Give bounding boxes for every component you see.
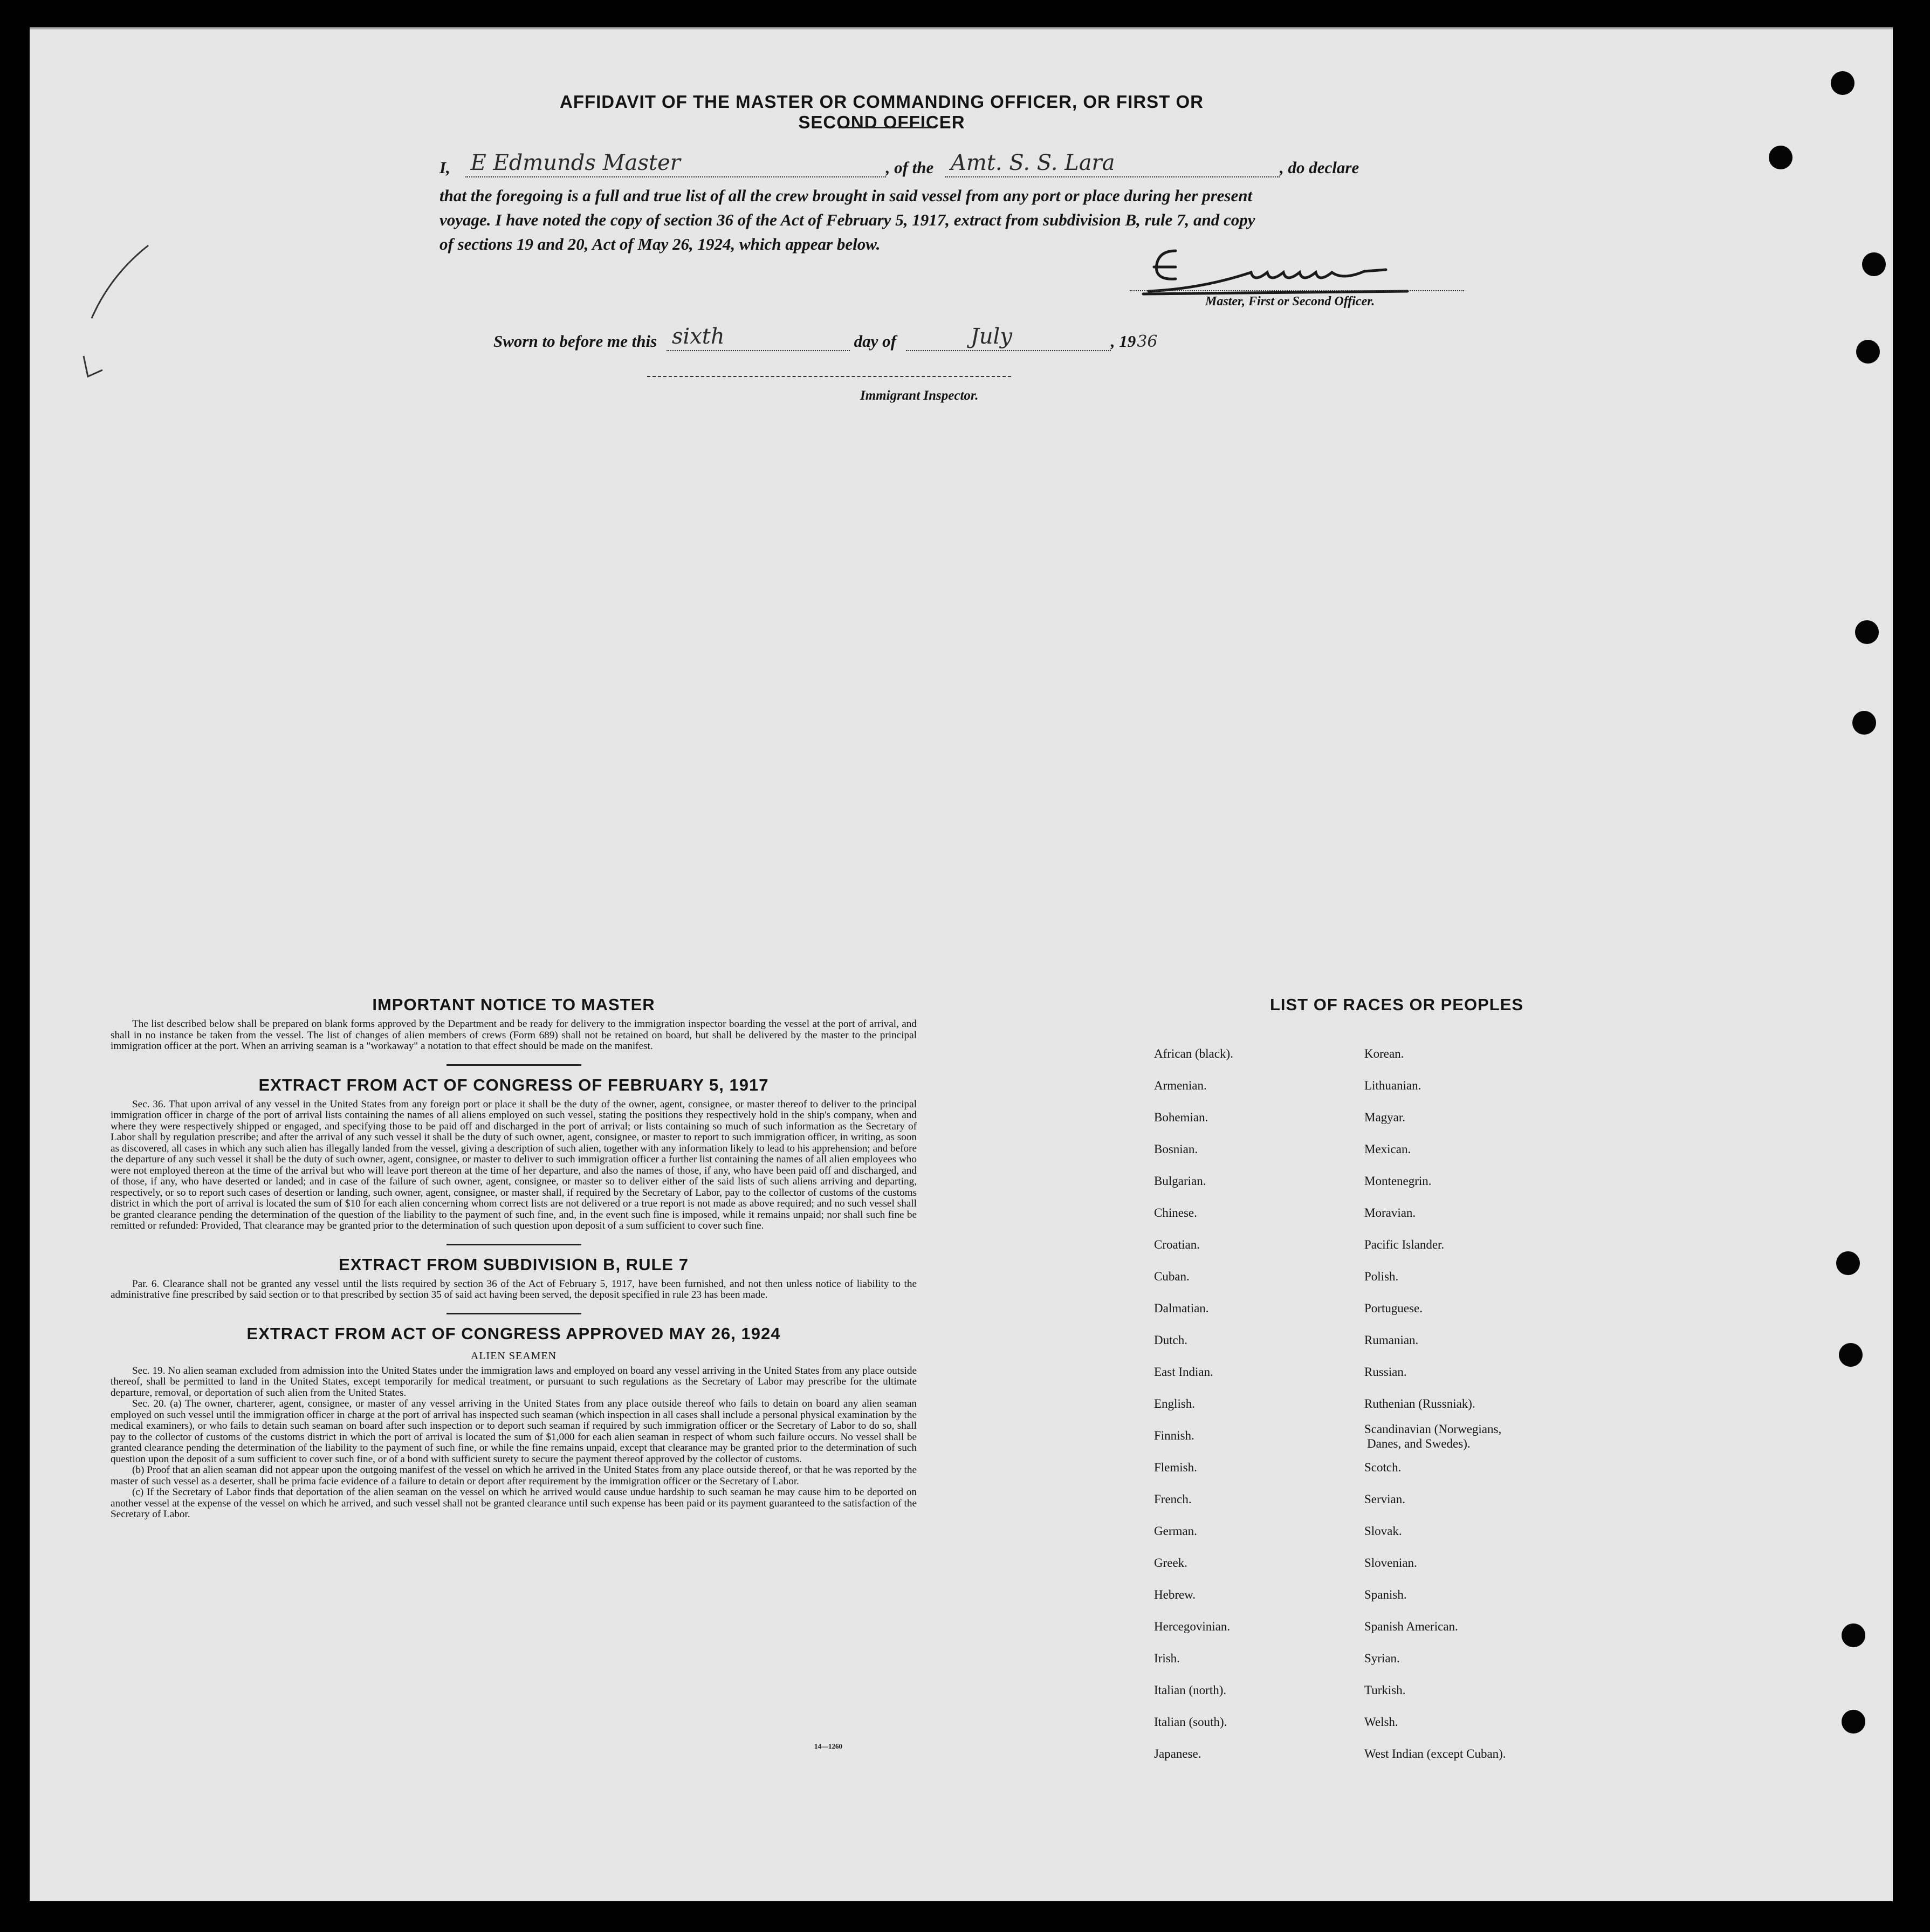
sec-20a-text: Sec. 20. (a) The owner, charterer, agent, consignee, or master of any vessel arriving in the United States from any place outside thereof who fails to detain on board any alien seaman employed on such vessel until the immigration officer in charge at the port of arrival has inspected such seaman (which inspection in all cases shall include a personal physical examination by the medical examiners), or who fails to detain such seaman on board after such inspection or to deport such seaman if required by such immigration officer or the Secretary of Labor to do so, shall pay to the collector of customs of the customs district in which the port of arrival is located the sum of $1,000 for each alien seaman in respect of whom such failure occurs. No vessel shall be granted clearance pending the determination of the liability to the payment of such fine, or while the fine remains unpaid, except that clearance may be granted prior to the determination of such question upon the deposit of a sum sufficient to cover such fine, or of a bond with sufficient surety to secure the payment thereof approved by the collector of customs. <box>111 1398 917 1465</box>
notice-title: IMPORTANT NOTICE TO MASTER <box>372 995 655 1014</box>
sworn-month-field <box>906 324 1111 351</box>
section-divider <box>447 1064 581 1066</box>
race-item: Korean. <box>1364 1047 1404 1060</box>
affidavit-line-1 <box>439 150 1359 177</box>
signature-caption: Master, First or Second Officer. <box>1205 294 1375 309</box>
binder-hole <box>1831 71 1855 95</box>
race-item: Hercegovinian. <box>1154 1620 1231 1633</box>
affidavit-line-2: that the foregoing is a full and true list of all the crew brought in said vessel from any port or place during her present <box>439 186 1253 205</box>
extract-1917-text: Sec. 36. That upon arrival of any vessel in the United States from any foreign port or place it shall be the duty of the owner, agent, consignee, or master thereof to deliver to the principal immigration officer in charge of the port of arrival lists containing the names of all aliens employed on such vessel, stating the positions they respectively hold in the ship's company, when and where they were respectively shipped or engaged, and specifying those to be paid off and discharged in the port of arrival; or lists containing so much of such information as the Secretary of Labor shall by regulation prescribe; and after the arrival of any such vessel it shall be the duty of such owner, agent, consignee, or master to report to such immigration officer, in writing, as soon as discovered, all cases in which any such alien has illegally landed from the vessel, giving a description of such alien, together with any information likely to lead to his apprehension; and before the departure of any such vessel it shall be the duty of such owner, agent, consignee, or master to deliver to such immigration officer a further list containing the names of all alien employees who were not employed thereon at the time of the arrival but who will leave port thereon at the time of her departure, and also the names of those, if any, who have been paid off and discharged, and of those, if any, who have deserted or landed; and in case of the failure of such owner, agent, consignee, or master so to deliver either of the said lists of such aliens arriving and departing, respectively, or so to report such cases of desertion or landing, such owner, agent, consignee, or master shall, if required by the Secretary of Labor, pay to the collector of customs of the customs district in which the port of arrival is located the sum of $10 for each alien concerning whom correct lists are not delivered or a true report is not made as above required; and no such vessel shall be granted clearance pending the determination of the question of the liability to the payment of such fine, and, in the event such fine is imposed, while it remains unpaid; nor shall such fine be remitted or refunded: Provided, That clearance may be granted prior to the determination of such question upon deposit of a sum sufficient to cover such fine. <box>111 1098 917 1231</box>
race-item: Irish. <box>1154 1652 1180 1665</box>
race-item: Italian (south). <box>1154 1715 1227 1729</box>
race-item: African (black). <box>1154 1047 1233 1060</box>
i-label: I, <box>439 158 450 177</box>
binder-hole <box>1836 1251 1860 1275</box>
sworn-month-handwriting: July <box>970 324 1012 349</box>
extract-1917-title: EXTRACT FROM ACT OF CONGRESS OF FEBRUARY 5, 1917 <box>258 1075 769 1094</box>
race-item: Moravian. <box>1364 1206 1416 1220</box>
binder-hole <box>1839 1343 1863 1367</box>
vessel-name-field <box>945 150 1280 177</box>
day-of-label: day of <box>854 332 896 351</box>
extract-rule7-text: Par. 6. Clearance shall not be granted any vessel until the lists required by section 36 of the Act of February 5, 1917, have been furnished, and not then unless notice of liability to the administrative fine prescribed by said section or to that prescribed by section 35 of said act having been served, the deposit specified in rule 23 has been made. <box>111 1278 917 1300</box>
race-item: Bohemian. <box>1154 1111 1208 1124</box>
race-item: Mexican. <box>1364 1142 1411 1156</box>
race-item: Bulgarian. <box>1154 1174 1206 1188</box>
race-item: East Indian. <box>1154 1365 1213 1379</box>
form-number: 14—1260 <box>814 1742 842 1750</box>
race-item: Servian. <box>1364 1492 1406 1506</box>
notice-text: The list described below shall be prepared on blank forms approved by the Department and be ready for delivery to the immigration inspector boarding the vessel at the port of arrival, and shall in no instance be taken from the vessel. The list of changes of alien members of crews (Form 689) shall not be retained on board, but shall be delivered by the master to the principal immigration officer at the port. When an arriving seaman is a "workaway" a notation to that effect should be made on the manifest. <box>111 1018 917 1052</box>
section-divider <box>447 1244 581 1245</box>
inspector-caption: Immigrant Inspector. <box>860 388 979 403</box>
affidavit-title: AFFIDAVIT OF THE MASTER OR COMMANDING OFFICER, OR FIRST OR SECOND OFFICER <box>559 92 1204 132</box>
race-item: Scandinavian (Norwegians, <box>1364 1422 1502 1436</box>
sworn-year-handwriting: 36 <box>1137 332 1158 351</box>
race-item: Japanese. <box>1154 1747 1201 1760</box>
extract-1924-title: EXTRACT FROM ACT OF CONGRESS APPROVED MAY 26, 1924 <box>246 1324 781 1343</box>
races-title: LIST OF RACES OR PEOPLES <box>1269 995 1524 1014</box>
race-item: Slovenian. <box>1364 1556 1417 1570</box>
sworn-day-handwriting: sixth <box>671 324 725 349</box>
race-item: Ruthenian (Russniak). <box>1364 1397 1475 1410</box>
race-item: Lithuanian. <box>1364 1079 1421 1092</box>
race-item: Danes, and Swedes). <box>1367 1436 1471 1450</box>
race-item: Russian. <box>1364 1365 1407 1379</box>
race-item: Spanish. <box>1364 1588 1407 1601</box>
extract-rule7-title: EXTRACT FROM SUBDIVISION B, RULE 7 <box>339 1255 689 1274</box>
section-divider <box>447 1313 581 1314</box>
race-item: Dalmatian. <box>1154 1301 1209 1315</box>
inspector-signature-line <box>647 376 1011 377</box>
race-item: Pacific Islander. <box>1364 1238 1445 1251</box>
affidavit-line-4: of sections 19 and 20, Act of May 26, 1924, which appear below. <box>439 235 881 254</box>
race-item: Montenegrin. <box>1364 1174 1432 1188</box>
race-item: Hebrew. <box>1154 1588 1196 1601</box>
do-declare-label: , do declare <box>1280 158 1359 177</box>
race-item: Armenian. <box>1154 1079 1207 1092</box>
race-item: Polish. <box>1364 1270 1399 1283</box>
binder-hole <box>1862 252 1886 276</box>
sworn-line <box>493 324 1158 351</box>
alien-seamen-subhead: ALIEN SEAMEN <box>470 1349 557 1362</box>
race-item: Greek. <box>1154 1556 1187 1570</box>
race-item: Rumanian. <box>1364 1333 1419 1347</box>
race-item: Bosnian. <box>1154 1142 1198 1156</box>
binder-hole <box>1856 340 1880 364</box>
race-item: Magyar. <box>1364 1111 1406 1124</box>
race-item: German. <box>1154 1524 1197 1538</box>
race-item: Finnish. <box>1154 1429 1194 1442</box>
race-item: Syrian. <box>1364 1652 1400 1665</box>
race-item: Dutch. <box>1154 1333 1187 1347</box>
race-item: Cuban. <box>1154 1270 1190 1283</box>
of-the-label: , of the <box>885 158 934 177</box>
binder-hole <box>1769 146 1792 169</box>
officer-name-handwriting: E Edmunds Master <box>470 150 681 175</box>
sec-20c-text: (c) If the Secretary of Labor finds that deportation of the alien seaman on the vessel on which he arrived would cause undue hardship to such seaman he may cause him to be deported on another vessel at the expense of the vessel on which he arrived, and such vessel shall not be granted clearance until such expense has been paid or its payment guaranteed to the satisfaction of the Secretary of Labor. <box>111 1486 917 1520</box>
race-item: Welsh. <box>1364 1715 1398 1729</box>
officer-name-field <box>465 150 886 177</box>
race-item: West Indian (except Cuban). <box>1364 1747 1506 1760</box>
race-item: Croatian. <box>1154 1238 1200 1251</box>
document-page <box>30 27 1893 1901</box>
sworn-day-field <box>667 324 850 351</box>
race-item: Chinese. <box>1154 1206 1197 1220</box>
binder-hole <box>1852 711 1876 735</box>
binder-hole <box>1855 620 1879 644</box>
notices-column <box>111 995 917 1520</box>
title-divider <box>839 127 936 128</box>
year-prefix: , 19 <box>1110 332 1136 351</box>
pencil-check-mark <box>51 243 159 405</box>
race-item: English. <box>1154 1397 1196 1410</box>
binder-hole <box>1842 1623 1865 1647</box>
race-item: French. <box>1154 1492 1192 1506</box>
race-item: Scotch. <box>1364 1461 1402 1474</box>
race-item: Flemish. <box>1154 1461 1197 1474</box>
vessel-name-handwriting: Amt. S. S. Lara <box>951 150 1115 175</box>
race-item: Italian (north). <box>1154 1683 1227 1697</box>
binder-hole <box>1842 1710 1865 1734</box>
race-item: Portuguese. <box>1364 1301 1423 1315</box>
sec-19-text: Sec. 19. No alien seaman excluded from admission into the United States under the immigration laws and employed on board any vessel arriving in the United States from any place outside thereof, shall be permitted to land in the United States, except temporarily for medical treatment, or pursuant to such regulations as the Secretary of Labor may prescribe for the ultimate departure, removal, or deportation of such alien from the United States. <box>111 1365 917 1399</box>
signature-line <box>1130 290 1464 291</box>
affidavit-line-3: voyage. I have noted the copy of section 36 of the Act of February 5, 1917, extract from subdivision B, rule 7, and copy <box>439 210 1255 229</box>
sec-20b-text: (b) Proof that an alien seaman did not appear upon the outgoing manifest of the vessel on which he arrived in the United States from any place outside thereof, or that he was reported by the master of such vessel as a deserter, shall be prima facie evidence of a failure to detain or deport after requirement by the immigration officer or the Secretary of Labor. <box>111 1464 917 1487</box>
race-item: Slovak. <box>1364 1524 1402 1538</box>
page-top-edge <box>30 27 1893 30</box>
sworn-label: Sworn to before me this <box>493 332 657 351</box>
race-item: Turkish. <box>1364 1683 1406 1697</box>
race-item: Spanish American. <box>1364 1620 1458 1633</box>
